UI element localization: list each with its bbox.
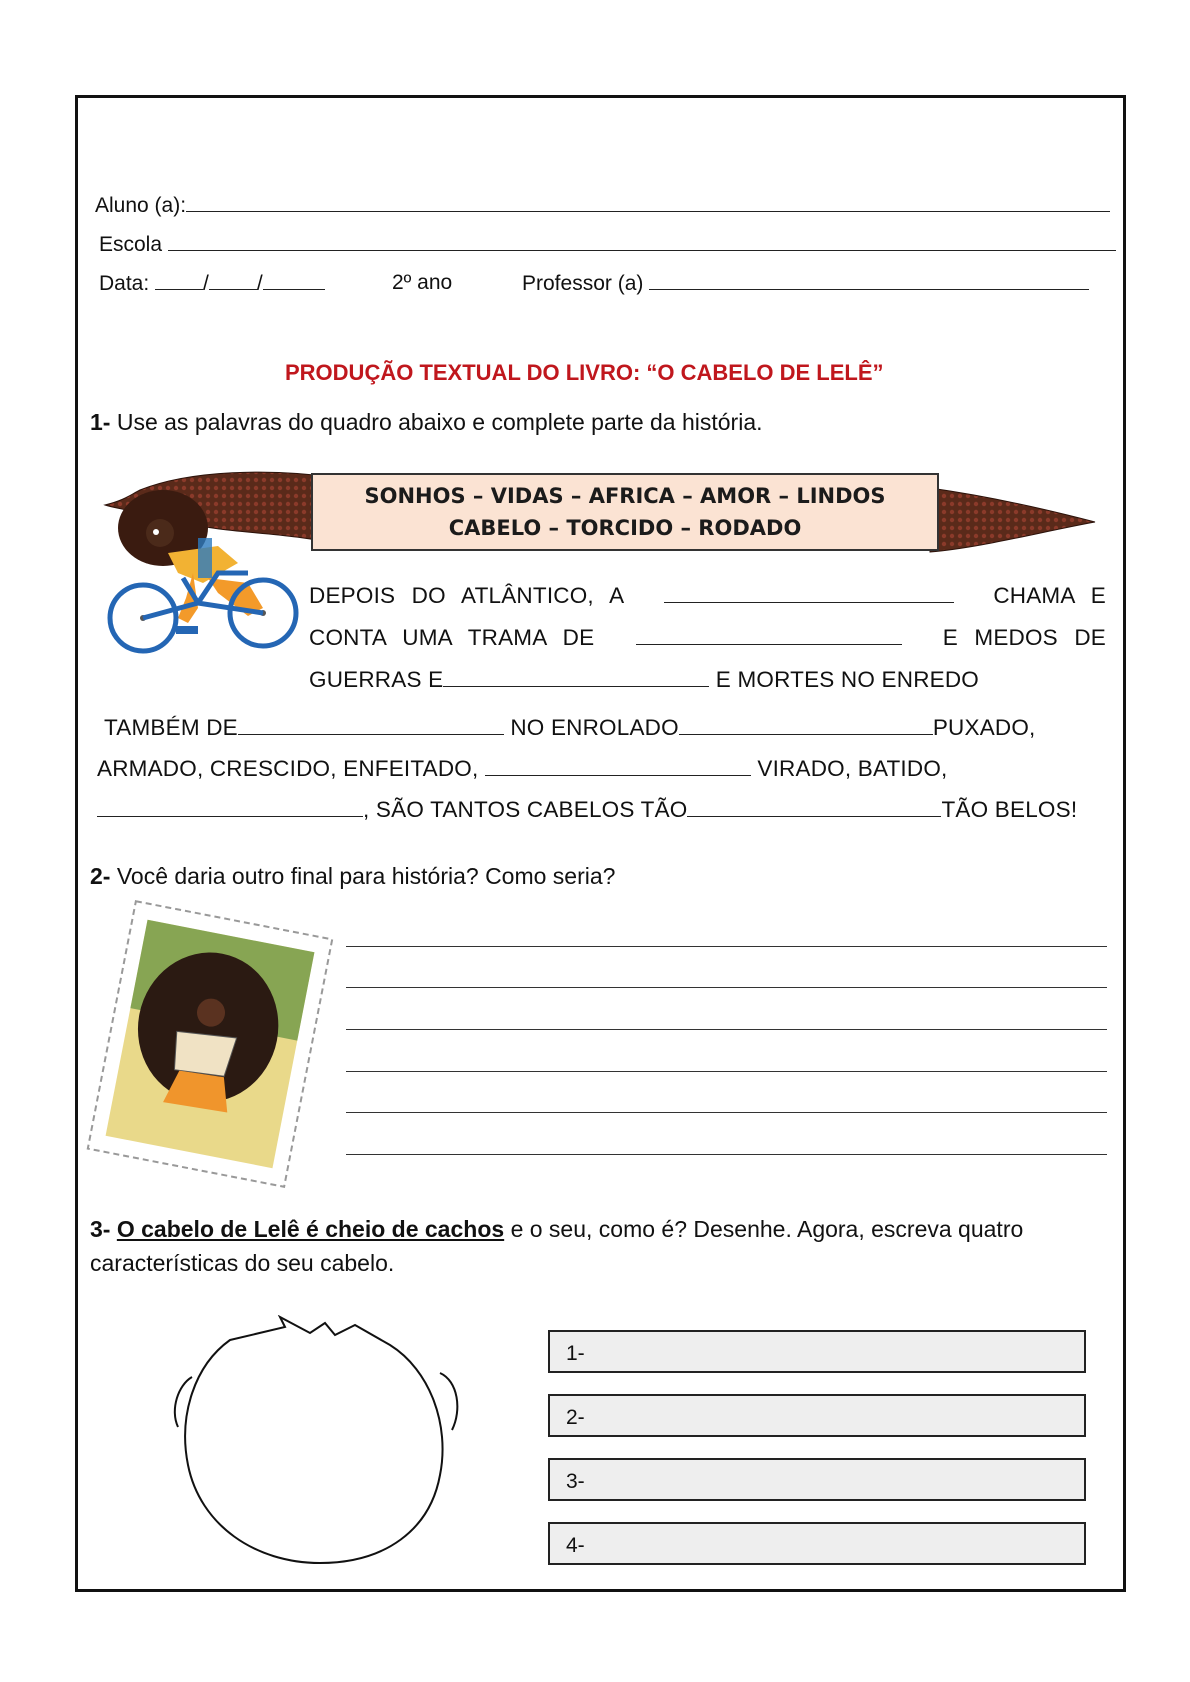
question-3-number: 3- <box>90 1216 111 1242</box>
story-line-4-text-a: TAMBÉM DE <box>104 715 238 740</box>
data-day-field[interactable] <box>155 271 203 290</box>
stamp-illustration <box>80 898 340 1190</box>
answer-line-3[interactable] <box>346 1029 1107 1030</box>
story-blank-8[interactable] <box>687 798 941 817</box>
characteristic-box-3-label: 3- <box>566 1470 585 1493</box>
story-line-6-text-b: TÃO BELOS! <box>941 797 1078 822</box>
professor-label: Professor (a) <box>522 272 644 295</box>
story-line-5 <box>97 756 947 782</box>
answer-line-2[interactable] <box>346 987 1107 988</box>
story-line-3-text-a: GUERRAS E <box>309 667 444 692</box>
story-line-5-text-a: ARMADO, CRESCIDO, ENFEITADO, <box>97 756 479 781</box>
data-slash: / <box>256 272 263 295</box>
characteristic-box-4-label: 4- <box>566 1534 585 1557</box>
question-3-text: e o seu, como é? Desenhe. Agora, escreva quatro <box>510 1216 1024 1242</box>
page-title: PRODUÇÃO TEXTUAL DO LIVRO: “O CABELO DE LELÊ” <box>285 360 884 385</box>
story-line-2-text-b: E MEDOS DE <box>942 625 1106 650</box>
data-slash: / <box>203 272 209 295</box>
word-bank-line-2: CABELO – TORCIDO – RODADO <box>448 516 802 540</box>
question-2-number: 2- <box>90 863 111 889</box>
story-line-1 <box>309 583 1106 609</box>
word-bank-line-1: SONHOS – VIDAS – AFRICA – AMOR – LINDOS <box>364 484 886 508</box>
data-label: Data: <box>99 272 150 295</box>
question-3 <box>90 1216 1023 1243</box>
characteristic-box-2[interactable] <box>548 1394 1086 1437</box>
characteristic-box-1[interactable] <box>548 1330 1086 1373</box>
question-1 <box>90 409 763 436</box>
escola-row <box>99 232 1116 257</box>
question-3-line-2: características do seu cabelo. <box>90 1250 395 1276</box>
story-line-1-text-b: CHAMA E <box>993 583 1106 608</box>
story-blank-2[interactable] <box>636 626 902 645</box>
characteristic-box-4[interactable] <box>548 1522 1086 1565</box>
data-row <box>99 271 325 296</box>
story-blank-4[interactable] <box>238 716 504 735</box>
story-line-6-text-a: , SÃO TANTOS CABELOS TÃO <box>363 797 688 822</box>
story-line-1-text-a: DEPOIS DO ATLÂNTICO, A <box>309 583 625 608</box>
aluno-field[interactable] <box>186 193 1110 212</box>
question-3-underlined: O cabelo de Lelê é cheio de cachos <box>116 1216 505 1242</box>
story-line-2-text-a: CONTA UMA TRAMA DE <box>309 625 595 650</box>
characteristic-box-2-label: 2- <box>566 1406 585 1429</box>
characteristic-box-1-label: 1- <box>566 1342 585 1365</box>
story-blank-5[interactable] <box>679 716 933 735</box>
characteristic-box-3[interactable] <box>548 1458 1086 1501</box>
story-line-2 <box>309 625 1106 651</box>
escola-label: Escola <box>99 233 163 256</box>
question-2-text: Você daria outro final para história? Como seria? <box>116 863 616 889</box>
story-line-4-text-c: PUXADO, <box>932 715 1036 740</box>
story-blank-1[interactable] <box>664 584 954 603</box>
story-line-6 <box>97 797 1077 823</box>
story-line-4 <box>104 715 1036 741</box>
aluno-label: Aluno (a): <box>95 194 187 217</box>
head-drawing-outline[interactable] <box>160 1315 480 1565</box>
data-year-field[interactable] <box>263 271 325 290</box>
ano-label: 2º ano <box>392 271 453 294</box>
story-line-5-text-b: VIRADO, BATIDO, <box>757 756 948 781</box>
story-blank-6[interactable] <box>485 757 751 776</box>
question-2 <box>90 863 615 890</box>
story-line-3-text-b: E MORTES NO ENREDO <box>715 667 979 692</box>
escola-field[interactable] <box>168 232 1116 251</box>
story-blank-3[interactable] <box>443 668 709 687</box>
data-month-field[interactable] <box>209 271 257 290</box>
question-1-number: 1- <box>90 409 111 435</box>
aluno-row <box>95 193 1110 218</box>
story-blank-7[interactable] <box>97 798 363 817</box>
answer-line-1[interactable] <box>346 946 1107 947</box>
answer-line-5[interactable] <box>346 1112 1107 1113</box>
word-bank-box <box>311 473 939 551</box>
story-line-3 <box>309 667 979 693</box>
professor-row <box>522 271 1089 296</box>
question-1-text: Use as palavras do quadro abaixo e complete parte da história. <box>116 409 763 435</box>
girl-on-bicycle-illustration <box>98 488 303 658</box>
professor-field[interactable] <box>649 271 1089 290</box>
answer-line-4[interactable] <box>346 1071 1107 1072</box>
story-line-4-text-b: NO ENROLADO <box>510 715 679 740</box>
answer-line-6[interactable] <box>346 1154 1107 1155</box>
